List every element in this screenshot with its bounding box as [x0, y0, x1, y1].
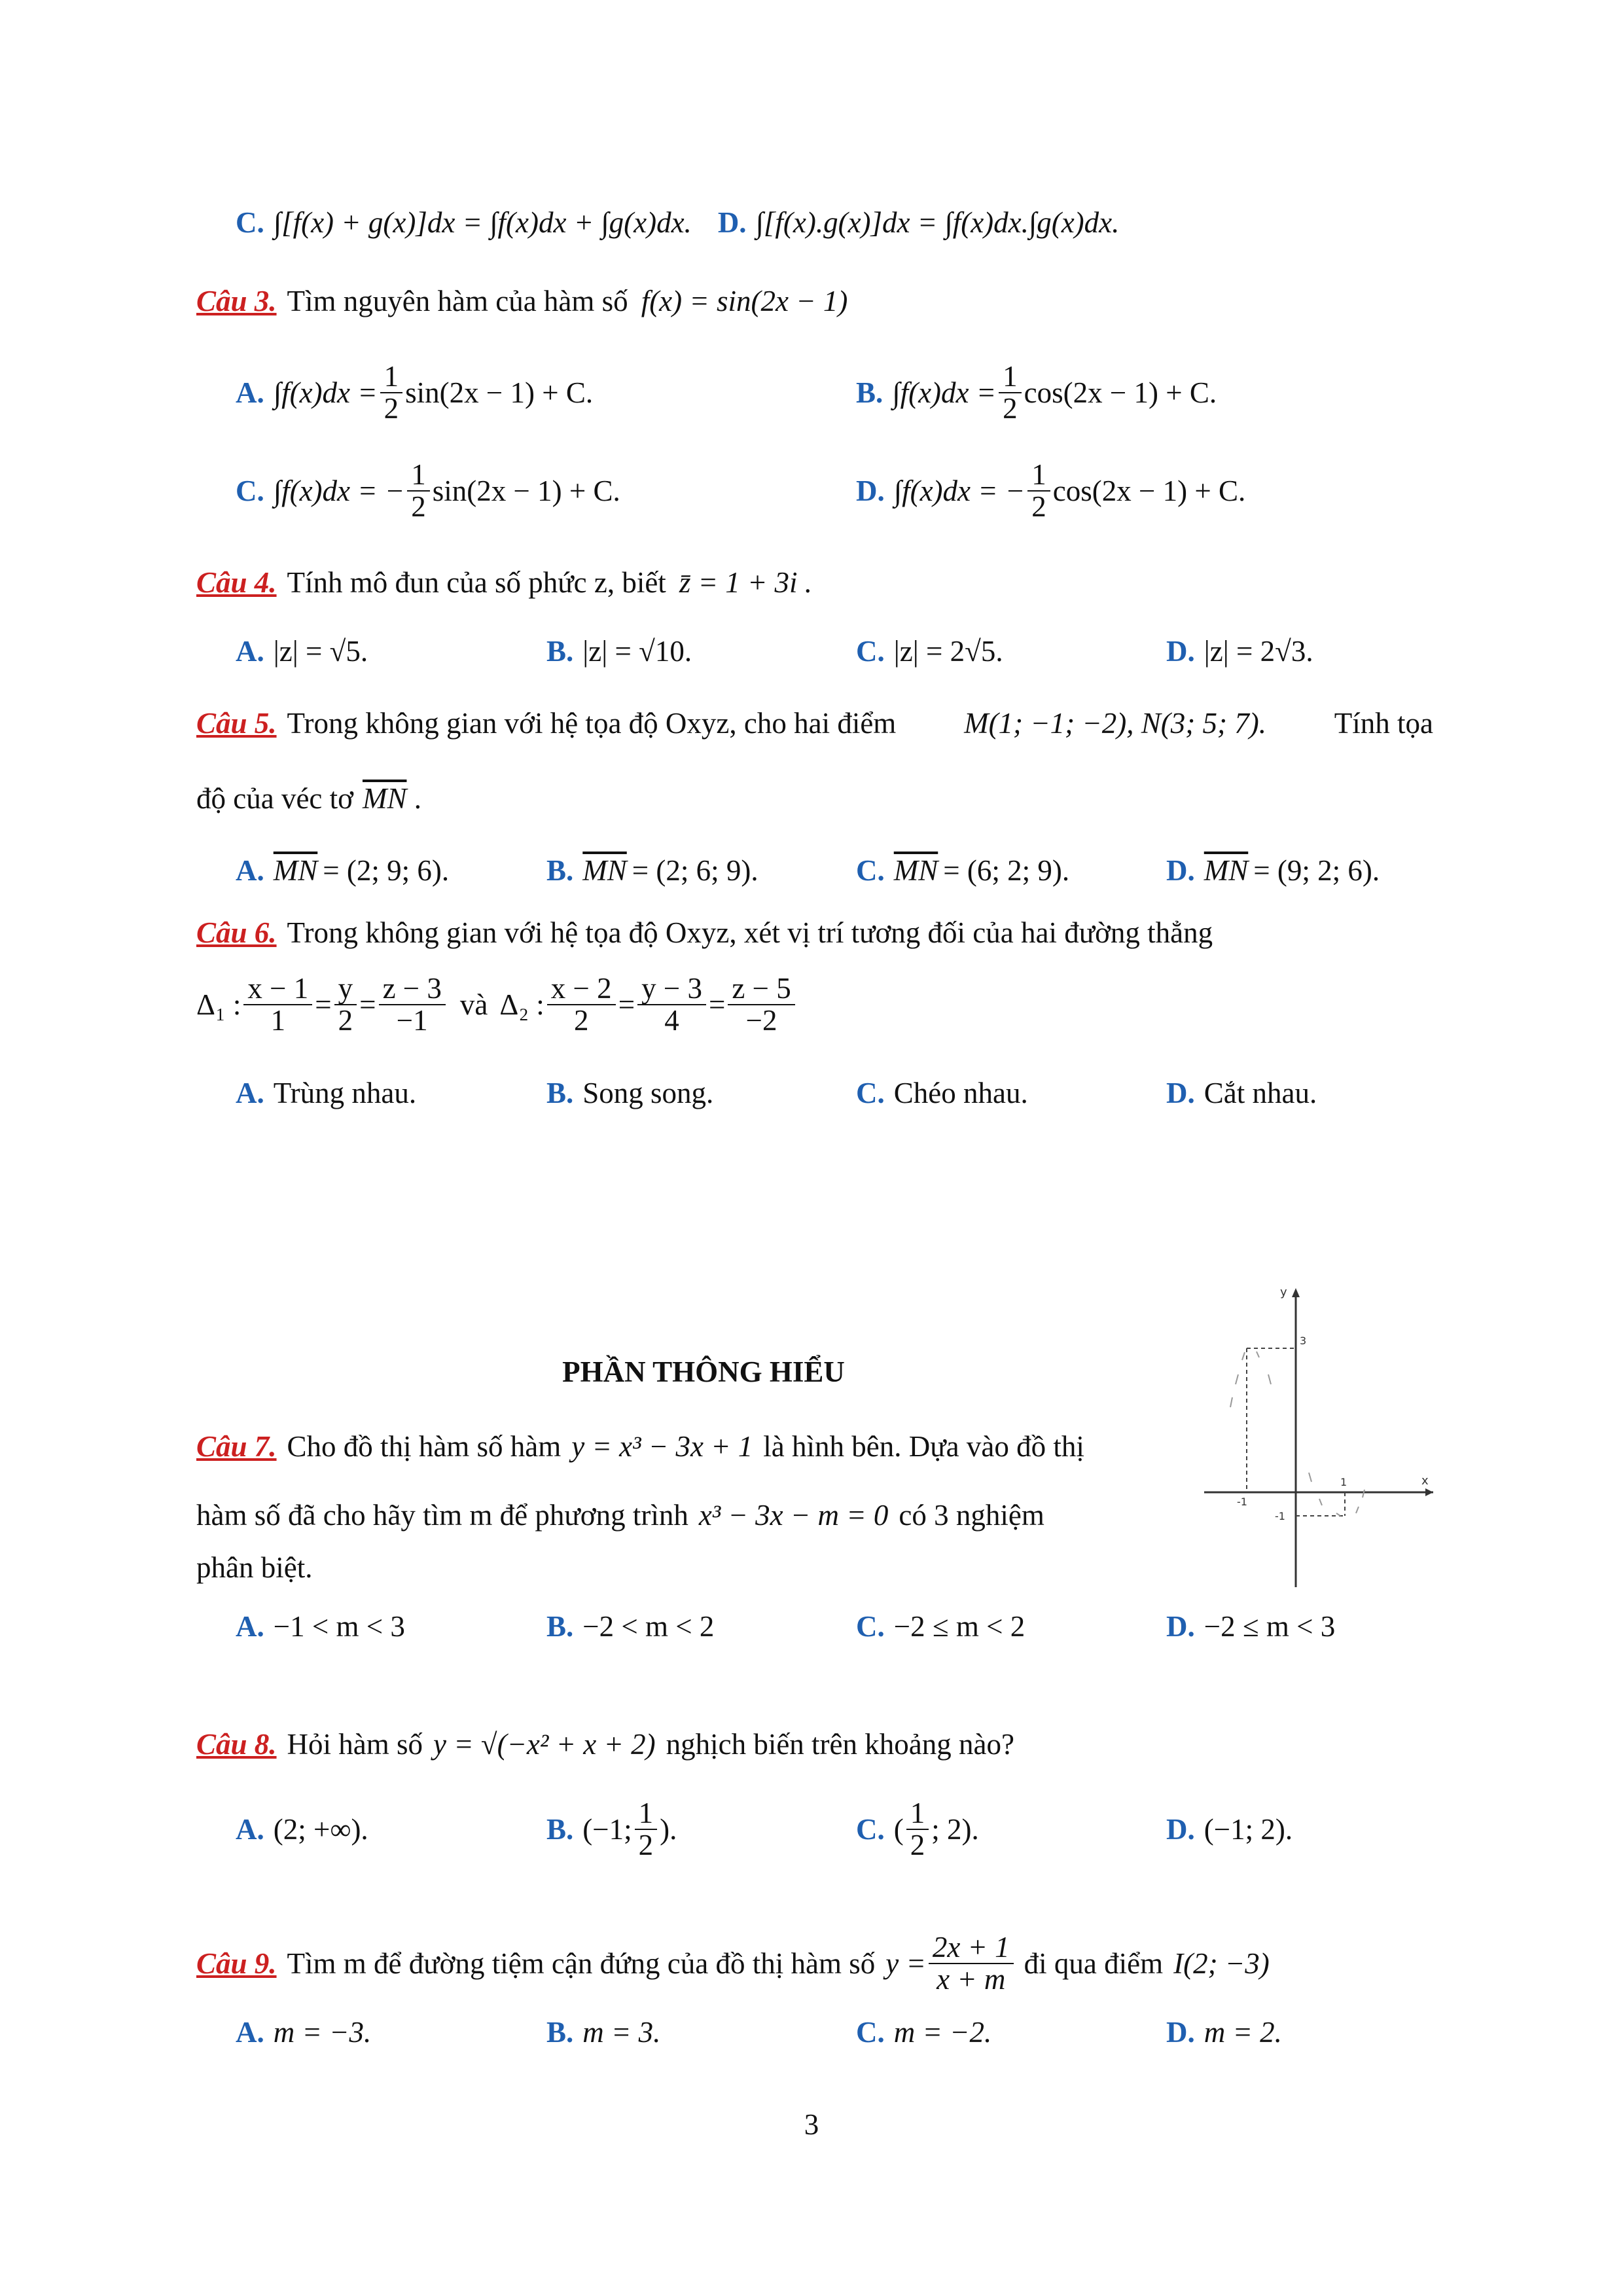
q4-option-c-text: |z| = 2√5. [893, 635, 1003, 668]
q9-text1: Tìm m để đường tiệm cận đứng của đồ thị hàm số [287, 1947, 876, 1980]
q6-option-b [546, 1067, 713, 1119]
q8-option-b-num: 1 [635, 1798, 658, 1830]
q3-options-cd [236, 458, 1433, 524]
q6-option-c [856, 1067, 1028, 1119]
q5-option-a-text: = (2; 9; 6). [323, 854, 450, 887]
q6-lines: Δ₁ : $\frac{x - 1}{1}$ = $\frac{y}{2}$ = $\frac{z - 3}{-1}$ và Δ₂ : $\frac{x - 2}{2}$ = $\frac{y - 3}{4}$ = $\frac{z - 5}{-2}$ [196, 965, 1433, 1044]
q4-option-d [1166, 625, 1313, 677]
q8-option-d-label: D. [1166, 1813, 1195, 1846]
q6-option-c-label: C. [856, 1077, 885, 1109]
q9-option-d-text: m = 2. [1204, 2016, 1282, 2049]
q6-option-d [1166, 1067, 1317, 1119]
q8-option-b [546, 1793, 677, 1865]
q6-d2-f3n: z − 5 [728, 973, 794, 1005]
q9-stem [196, 1924, 1433, 2003]
q6-d1-name: Δ₁ : [196, 988, 241, 1021]
q8-option-c-num: 1 [906, 1798, 929, 1830]
q5-option-c-label: C. [856, 854, 885, 887]
q8-option-b-post: ). [660, 1813, 677, 1846]
q9-option-a-text: m = −3. [273, 2016, 372, 2049]
q7-stem-line1 [196, 1420, 1217, 1473]
q6-text: Trong không gian với hệ tọa độ Oxyz, xét vị trí tương đối của hai đường thẳng [287, 916, 1213, 949]
q9-frac [929, 1932, 1014, 1996]
q3-option-b [856, 360, 1217, 425]
q7-label: Câu 7. [196, 1430, 277, 1463]
q4-option-b [546, 625, 692, 677]
q6-d1-f2n: y [334, 973, 357, 1005]
q6-d1-f2d: 2 [338, 1004, 353, 1037]
q4-option-d-text: |z| = 2√3. [1204, 635, 1313, 668]
q6-d2-frac2 [637, 973, 706, 1037]
q3-options-ab [236, 360, 1433, 425]
q8-option-a [236, 1793, 368, 1865]
q9-option-d-label: D. [1166, 2016, 1195, 2049]
tick-y-3: 3 [1300, 1335, 1307, 1347]
q5-stem-line1 [196, 697, 1433, 749]
q3-option-d-den: 2 [1031, 490, 1046, 523]
q5-option-a [236, 844, 449, 897]
q3-option-a-num: 1 [380, 361, 403, 393]
q5-option-b-label: B. [546, 854, 574, 887]
q4-option-a [236, 625, 368, 677]
q8-options [236, 1793, 1433, 1865]
q4-option-a-text: |z| = √5. [273, 635, 368, 668]
q8-option-c [856, 1793, 979, 1865]
q5-text2: Tính tọa [1334, 707, 1433, 740]
q8-option-b-label: B. [546, 1813, 574, 1846]
q3-option-b-den: 2 [1003, 392, 1018, 425]
q5-option-b-text: = (2; 6; 9). [632, 854, 758, 887]
q8-option-a-text: (2; +∞). [273, 1813, 368, 1846]
q3-option-a-post: sin(2x − 1) + C. [405, 376, 594, 409]
q3-option-b-pre: ∫f(x)dx = [892, 376, 997, 409]
q7-text5: phân biệt. [196, 1551, 313, 1584]
q6-d2-frac3 [728, 973, 794, 1037]
q5-option-d [1166, 844, 1380, 897]
q5-label: Câu 5. [196, 707, 277, 740]
q6-d1-frac2 [334, 973, 357, 1037]
q3-option-d-num: 1 [1027, 459, 1050, 492]
q6-option-d-label: D. [1166, 1077, 1195, 1109]
q3-option-d [856, 458, 1245, 524]
q6-option-c-text: Chéo nhau. [893, 1077, 1028, 1109]
section-heading: PHẦN THÔNG HIỂU [562, 1355, 845, 1388]
q3-option-a-frac [380, 361, 403, 425]
q6-d2-frac1 [547, 973, 616, 1037]
q5-vector: $\overline{MN}$ [362, 782, 407, 815]
q5-option-c [856, 844, 1069, 897]
q9-option-b-label: B. [546, 2016, 574, 2049]
q7-option-c [856, 1600, 1025, 1653]
q2-option-d-text: ∫[f(x).g(x)]dx = ∫f(x)dx.∫g(x)dx. [755, 206, 1120, 239]
q7-option-b [546, 1600, 714, 1653]
q7-option-d-label: D. [1166, 1610, 1195, 1643]
q3-option-a [236, 360, 593, 425]
q9-option-b-text: m = 3. [582, 2016, 661, 2049]
q4-expr: z̄ = 1 + 3i . [679, 566, 813, 599]
q5-option-c-text: = (6; 2; 9). [943, 854, 1070, 887]
q8-option-b-pre: (−1; [582, 1813, 632, 1846]
q6-option-b-label: B. [546, 1077, 574, 1109]
q8-text2: nghịch biến trên khoảng nào? [666, 1728, 1014, 1761]
q3-option-c-pre: ∫f(x)dx = − [273, 475, 405, 507]
q9-option-b [546, 2006, 660, 2058]
q3-text: Tìm nguyên hàm của hàm số [287, 285, 628, 317]
q5-line2: độ của véc tơ [196, 782, 353, 815]
q6-d1-f1d: 1 [270, 1004, 286, 1037]
q8-option-b-den: 2 [638, 1829, 654, 1861]
y-axis-arrow [1292, 1288, 1300, 1297]
q9-options [236, 2006, 1433, 2058]
q9-expr: I(2; −3) [1173, 1947, 1270, 1980]
q6-option-b-text: Song song. [582, 1077, 714, 1109]
q6-d2-f3d: −2 [745, 1004, 777, 1037]
q9-option-d [1166, 2006, 1282, 2058]
q3-option-b-frac [999, 361, 1022, 425]
q3-option-d-pre: ∫f(x)dx = − [893, 475, 1026, 507]
x-axis-label: x [1421, 1474, 1429, 1488]
q7-option-d-text: −2 ≤ m < 3 [1204, 1610, 1336, 1643]
q5-option-a-vec: $\overline{MN}$ [273, 854, 318, 887]
curve-fragments [1230, 1352, 1364, 1516]
q4-label: Câu 4. [196, 566, 277, 599]
q7-text4: có 3 nghiệm [899, 1499, 1044, 1532]
q8-text1: Hỏi hàm số [287, 1728, 423, 1761]
q6-label: Câu 6. [196, 916, 277, 949]
q4-option-c [856, 625, 1003, 677]
q7-option-a-label: A. [236, 1610, 264, 1643]
q3-option-c-frac [407, 459, 430, 523]
q7-stem-line2 [196, 1489, 1217, 1541]
q7-expr1: y = x³ − 3x + 1 [571, 1430, 753, 1463]
q5-option-d-vec: $\overline{MN}$ [1204, 854, 1249, 887]
q7-stem-line3 [196, 1541, 1433, 1594]
q3-option-b-label: B. [856, 376, 883, 409]
q3-option-c-den: 2 [411, 490, 426, 523]
q9-text2: đi qua điểm [1024, 1947, 1164, 1980]
q6-options [236, 1067, 1433, 1119]
q2-option-c-label: C. [236, 206, 264, 239]
q5-option-a-label: A. [236, 854, 264, 887]
q3-option-a-den: 2 [383, 392, 399, 425]
q4-options [236, 625, 1433, 677]
y-axis-label: y [1280, 1285, 1287, 1299]
q6-d2-f2n: y − 3 [637, 973, 706, 1005]
q5-option-d-text: = (9; 2; 6). [1253, 854, 1380, 887]
q3-option-c-num: 1 [407, 459, 430, 492]
q6-d2-f2d: 4 [664, 1004, 679, 1037]
q9-den: x + m [936, 1963, 1006, 1996]
q9-option-a [236, 2006, 371, 2058]
q9-pre: y = [885, 1947, 926, 1980]
q5-option-b-vec: $\overline{MN}$ [582, 854, 627, 887]
q7-options [236, 1600, 1433, 1653]
q3-expr: f(x) = sin(2x − 1) [641, 285, 848, 317]
q6-option-d-text: Cắt nhau. [1204, 1077, 1317, 1109]
q8-option-c-pre: ( [893, 1813, 904, 1846]
tick-y-neg1: -1 [1275, 1510, 1285, 1522]
q8-expr: y = √(−x² + x + 2) [433, 1728, 656, 1761]
q7-option-d [1166, 1600, 1335, 1653]
q2-options-cd [196, 196, 1433, 249]
q8-option-c-post: ; 2). [931, 1813, 979, 1846]
q7-expr2: x³ − 3x − m = 0 [698, 1499, 889, 1532]
q7-option-c-label: C. [856, 1610, 885, 1643]
q6-option-a-label: A. [236, 1077, 264, 1109]
q3-option-b-num: 1 [999, 361, 1022, 393]
q8-option-c-label: C. [856, 1813, 885, 1846]
q8-label: Câu 8. [196, 1728, 277, 1761]
q6-d1-f3d: −1 [396, 1004, 428, 1037]
q6-d2-name: Δ₂ : [499, 988, 544, 1021]
q3-stem [196, 275, 1433, 327]
tick-x-1: 1 [1340, 1476, 1347, 1488]
q4-option-b-text: |z| = √10. [582, 635, 692, 668]
q4-text: Tính mô đun của số phức z, biết [287, 566, 666, 599]
q5-stem-line2: độ của véc tơ $\overline{MN}$ . [196, 782, 421, 815]
q8-stem [196, 1718, 1433, 1770]
page-number: 3 [804, 2108, 819, 2141]
q5-option-c-vec: $\overline{MN}$ [893, 854, 938, 887]
q7-option-a-text: −1 < m < 3 [273, 1610, 405, 1643]
q6-option-a [236, 1067, 416, 1119]
q6-d1-f1n: x − 1 [243, 973, 312, 1005]
q6-stem [196, 906, 1433, 959]
q5-option-b [546, 844, 758, 897]
x-axis-arrow [1425, 1488, 1433, 1496]
q6-d1-frac3 [379, 973, 446, 1037]
q3-option-a-pre: ∫f(x)dx = [273, 376, 378, 409]
q5-text1: Trong không gian với hệ tọa độ Oxyz, cho hai điểm [287, 707, 897, 740]
q3-option-d-post: cos(2x − 1) + C. [1052, 475, 1246, 507]
q3-label: Câu 3. [196, 285, 277, 317]
q3-option-d-frac [1027, 459, 1050, 523]
q5-option-d-label: D. [1166, 854, 1195, 887]
q7-text1: Cho đồ thị hàm số hàm [287, 1430, 562, 1463]
q3-option-a-label: A. [236, 376, 264, 409]
q9-option-c [856, 2006, 991, 2058]
q3-option-b-post: cos(2x − 1) + C. [1024, 376, 1217, 409]
q3-option-c-post: sin(2x − 1) + C. [432, 475, 620, 507]
q4-option-a-label: A. [236, 635, 264, 668]
tick-x-neg1: -1 [1237, 1496, 1247, 1508]
q6-d2-f1d: 2 [573, 1004, 589, 1037]
q9-label: Câu 9. [196, 1947, 277, 1980]
q7-option-b-label: B. [546, 1610, 574, 1643]
q6-and: và [459, 988, 488, 1021]
q5-expr: M(1; −1; −2), N(3; 5; 7). [964, 707, 1266, 740]
q6-option-a-text: Trùng nhau. [273, 1077, 417, 1109]
q7-option-c-text: −2 ≤ m < 2 [893, 1610, 1026, 1643]
q8-option-d-text: (−1; 2). [1204, 1813, 1293, 1846]
q7-text2: là hình bên. Dựa vào đồ thị [763, 1430, 1084, 1463]
q8-option-c-den: 2 [910, 1829, 925, 1861]
q7-text3: hàm số đã cho hãy tìm m để phương trình [196, 1499, 688, 1532]
q4-option-d-label: D. [1166, 635, 1195, 668]
q7-option-a [236, 1600, 405, 1653]
q3-option-d-label: D. [856, 475, 885, 507]
q6-d1-f3n: z − 3 [379, 973, 446, 1005]
q5-options [236, 844, 1433, 897]
q4-option-c-label: C. [856, 635, 885, 668]
q3-option-c-label: C. [236, 475, 264, 507]
q9-option-c-text: m = −2. [893, 2016, 992, 2049]
q8-option-c-frac [906, 1798, 929, 1861]
q3-option-c [236, 458, 620, 524]
q6-d2-f1n: x − 2 [547, 973, 616, 1005]
q6-d1-frac1 [243, 973, 312, 1037]
q2-option-d-label: D. [717, 206, 747, 239]
q4-option-b-label: B. [546, 635, 574, 668]
q8-option-d [1166, 1793, 1293, 1865]
q9-num: 2x + 1 [929, 1932, 1014, 1964]
q4-stem [196, 556, 1433, 609]
q8-option-a-label: A. [236, 1813, 264, 1846]
q7-option-b-text: −2 < m < 2 [582, 1610, 715, 1643]
q8-option-b-frac [635, 1798, 658, 1861]
q9-option-c-label: C. [856, 2016, 885, 2049]
q9-option-a-label: A. [236, 2016, 264, 2049]
q2-option-c-text: ∫[f(x) + g(x)]dx = ∫f(x)dx + ∫g(x)dx. [273, 206, 692, 239]
